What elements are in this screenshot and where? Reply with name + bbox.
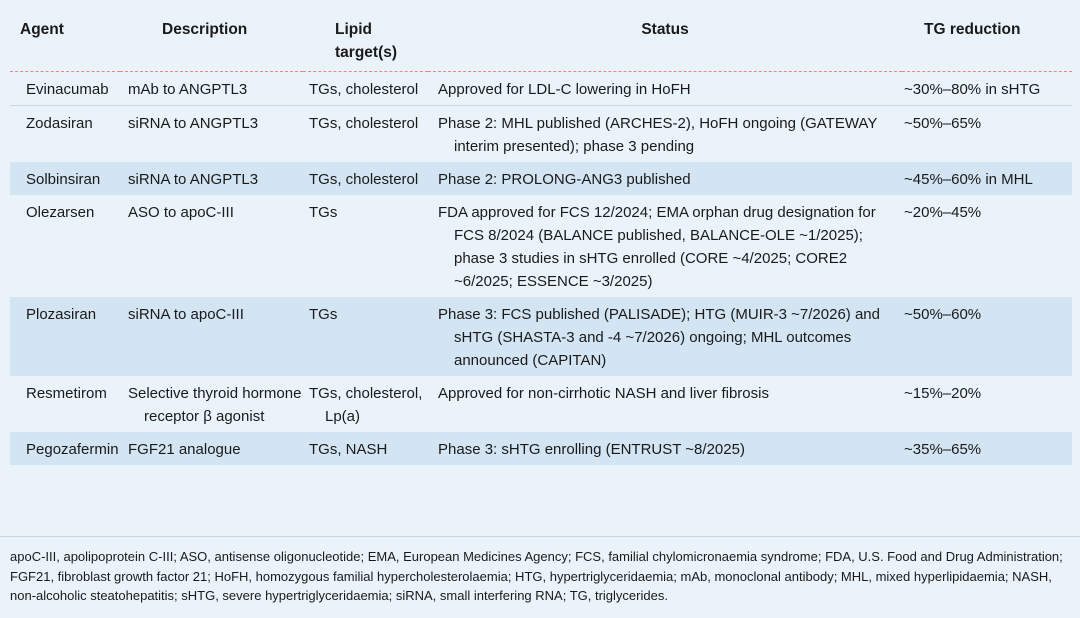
cell-tg-reduction: ~20%–45%	[904, 204, 982, 221]
cell-description-text: FGF21 analogue	[128, 441, 241, 458]
cell-description-text: mAb to ANGPTL3	[128, 81, 248, 98]
cell-tg-reduction: ~35%–65%	[902, 432, 1072, 465]
cell-status-text: FDA approved for FCS 12/2024; EMA orphan drug designation for FCS 8/2024 (BALANCE published, BALANCE-OLE ~1/2025); phase 3 studies in sHTG enrolled (CORE ~4/2025; CORE2 ~6/2025; ESSENCE ~3/2025)	[438, 204, 876, 290]
cell-lipid-targets	[303, 162, 428, 195]
cell-lipid-targets-text: TGs	[309, 204, 338, 221]
cell-description-text: siRNA to ANGPTL3	[128, 171, 259, 188]
cell-description	[120, 106, 303, 163]
cell-status-text: Phase 3: FCS published (PALISADE); HTG (MUIR-3 ~7/2026) and sHTG (SHASTA-3 and -4 ~7/2026) ongoing; MHL outcomes announced (CAPITAN)	[438, 306, 880, 369]
cell-agent: Pegozafermin	[10, 432, 120, 465]
header-status: Status	[428, 14, 902, 72]
cell-status-text: Phase 2: PROLONG-ANG3 published	[438, 171, 691, 188]
cell-agent: Plozasiran	[10, 297, 120, 376]
cell-lipid-targets-text: TGs, cholesterol	[309, 81, 419, 98]
cell-description	[120, 162, 303, 195]
cell-agent: Resmetirom	[26, 385, 107, 402]
header-agent: Agent	[10, 14, 120, 72]
cell-status	[428, 432, 902, 465]
cell-tg-reduction: ~50%–65%	[902, 106, 1072, 163]
cell-tg-reduction: ~30%–80% in sHTG	[904, 81, 1041, 98]
cell-status	[428, 162, 902, 195]
cell-tg-reduction: ~15%–20%	[904, 385, 982, 402]
cell-lipid-targets-text: TGs, NASH	[309, 441, 388, 458]
cell-tg-reduction: ~45%–60% in MHL	[902, 162, 1072, 195]
cell-lipid-targets-text: TGs, cholesterol, Lp(a)	[309, 385, 423, 425]
table-row	[10, 195, 1072, 297]
table-footnote: apoC-III, apolipoprotein C-III; ASO, antisense oligonucleotide; EMA, European Medicines Agency; FCS, familial chylomicronaemia syndrome; FDA, U.S. Food and Drug Administration; FGF21, fibroblast growth factor 21; HoFH, homozygous familial hypercholesterolaemia; HTG, hypertriglyceridaemia; mAb, monoclonal antibody; MHL, mixed hyperlipidaemia; NASH, non-alcoholic steatohepatitis; sHTG, severe hypertriglyceridaemia; siRNA, small interfering RNA; TG, triglycerides.	[0, 536, 1080, 606]
cell-status	[428, 376, 902, 432]
header-description: Description	[120, 14, 303, 72]
cell-lipid-targets	[303, 72, 428, 106]
table-header-row	[10, 14, 1072, 72]
cell-description-text: ASO to apoC-III	[128, 204, 234, 221]
table-row	[10, 432, 1072, 465]
cell-description	[120, 72, 303, 106]
cell-status	[428, 195, 902, 297]
header-tg-reduction: TG reduction	[902, 14, 1072, 72]
cell-lipid-targets-text: TGs	[309, 306, 338, 323]
cell-lipid-targets	[303, 195, 428, 297]
cell-status	[428, 297, 902, 376]
cell-lipid-targets	[303, 376, 428, 432]
cell-lipid-targets	[303, 106, 428, 163]
table-row	[10, 106, 1072, 163]
table-row	[10, 376, 1072, 432]
cell-lipid-targets	[303, 432, 428, 465]
cell-description	[120, 376, 303, 432]
cell-status-text: Approved for non-cirrhotic NASH and liver fibrosis	[438, 385, 769, 402]
cell-status-text: Approved for LDL-C lowering in HoFH	[438, 81, 691, 98]
cell-description	[120, 195, 303, 297]
cell-status	[428, 72, 902, 106]
cell-lipid-targets-text: TGs, cholesterol	[309, 171, 419, 188]
header-lipid-targets: Lipid target(s)	[303, 14, 428, 72]
table-row	[10, 162, 1072, 195]
cell-agent: Solbinsiran	[10, 162, 120, 195]
cell-lipid-targets-text: TGs, cholesterol	[309, 115, 419, 132]
cell-lipid-targets	[303, 297, 428, 376]
cell-description	[120, 297, 303, 376]
cell-agent: Zodasiran	[10, 106, 120, 163]
cell-description-text: siRNA to apoC-III	[128, 306, 244, 323]
lipid-agents-table	[10, 14, 1072, 465]
cell-status-text: Phase 3: sHTG enrolling (ENTRUST ~8/2025)	[438, 441, 745, 458]
table-row	[10, 72, 1072, 106]
table-row	[10, 297, 1072, 376]
cell-description-text: Selective thyroid hormone receptor β agonist	[128, 385, 302, 425]
cell-status-text: Phase 2: MHL published (ARCHES-2), HoFH ongoing (GATEWAY interim presented); phase 3 pending	[438, 115, 878, 155]
cell-description	[120, 432, 303, 465]
cell-agent: Olezarsen	[26, 204, 95, 221]
cell-tg-reduction: ~50%–60%	[902, 297, 1072, 376]
cell-agent: Evinacumab	[26, 81, 109, 98]
cell-description-text: siRNA to ANGPTL3	[128, 115, 259, 132]
cell-status	[428, 106, 902, 163]
